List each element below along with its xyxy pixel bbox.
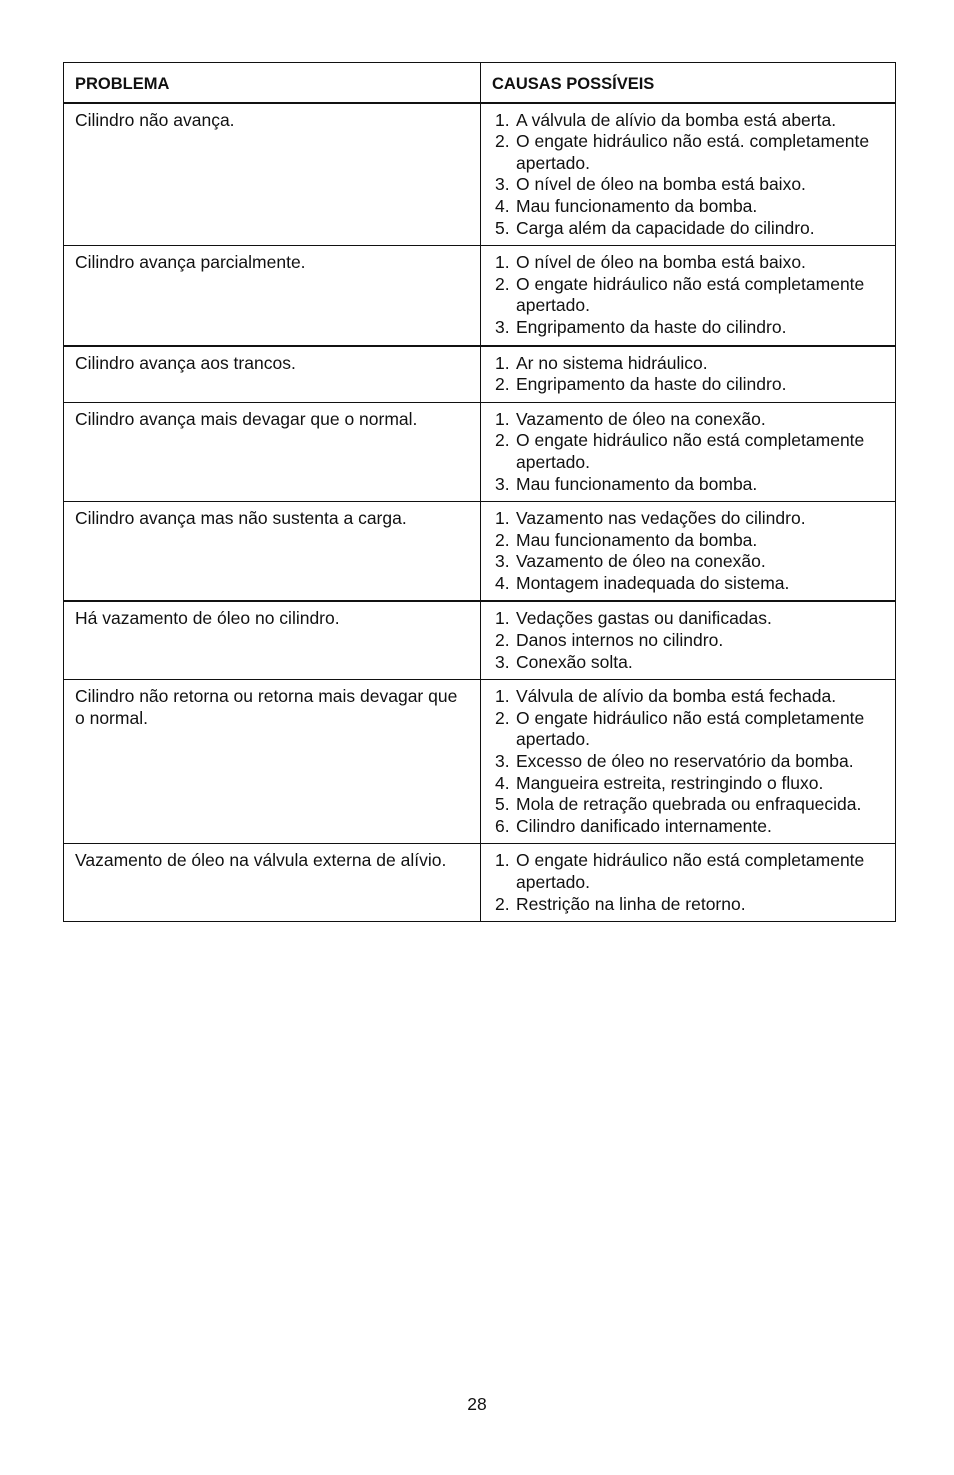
cause-number: 4. [495,572,510,593]
cause-text: Cilindro danificado internamente. [516,815,772,836]
cause-item [495,608,889,630]
cause-text: Danos internos no cilindro. [516,630,724,651]
cause-text: O engate hidráulico não está. completamente apertado. [516,131,870,173]
cause-item [495,409,889,431]
cause-item [495,317,889,339]
cause-item [495,218,889,240]
cause-item [495,474,889,496]
table-row [64,601,896,679]
cause-number: 1. [495,850,510,871]
cause-text: Mangueira estreita, restringindo o fluxo. [516,772,824,793]
cause-number: 2. [495,273,510,294]
cause-text: Excesso de óleo no reservatório da bomba. [516,751,854,772]
cause-list [495,850,889,915]
cause-text: O nível de óleo na bomba está baixo. [516,252,806,273]
cause-number: 4. [495,195,510,216]
cause-text: O engate hidráulico não está completamente apertado. [516,850,865,892]
cause-item [495,794,889,816]
cause-text: Mau funcionamento da bomba. [516,195,758,216]
table-row [64,346,896,403]
table-row [64,246,896,346]
cause-text: Mau funcionamento da bomba. [516,529,758,550]
cause-item [495,131,889,174]
cause-number: 5. [495,217,510,238]
cause-number: 1. [495,252,510,273]
cause-item [495,773,889,795]
cause-item [495,374,889,396]
cause-text: Vazamento de óleo na conexão. [516,551,766,572]
cause-text: Engripamento da haste do cilindro. [516,316,787,337]
cause-number: 3. [495,551,510,572]
header-problem: PROBLEMA [64,63,481,103]
cause-text: O nível de óleo na bomba está baixo. [516,174,806,195]
causes-cell [481,246,896,346]
table-row [64,844,896,922]
cause-list [495,110,889,240]
cause-number: 1. [495,352,510,373]
cause-text: Vedações gastas ou danificadas. [516,608,772,629]
cause-text: O engate hidráulico não está completamente apertado. [516,707,865,750]
table-row [64,502,896,602]
problem-cell: Cilindro não avança. [64,103,481,246]
cause-text: Vazamento nas vedações do cilindro. [516,508,806,529]
cause-item [495,551,889,573]
cause-number: 2. [495,630,510,651]
cause-list [495,252,889,338]
cause-text: O engate hidráulico não está completamente apertado. [516,273,865,316]
troubleshooting-table [63,62,896,922]
cause-number: 3. [495,473,510,494]
problem-cell: Vazamento de óleo na válvula externa de alívio. [64,844,481,922]
cause-list [495,686,889,837]
cause-text: Válvula de alívio da bomba está fechada. [516,686,837,707]
problem-cell: Cilindro avança aos trancos. [64,346,481,403]
cause-text: O engate hidráulico não está completamente apertado. [516,430,865,472]
cause-number: 3. [495,651,510,672]
cause-text: Montagem inadequada do sistema. [516,572,790,593]
problem-cell: Cilindro não retorna ou retorna mais devagar que o normal. [64,680,481,844]
cause-item [495,573,889,595]
causes-cell [481,844,896,922]
header-causes: CAUSAS POSSÍVEIS [481,63,896,103]
cause-number: 1. [495,408,510,429]
header-row [64,63,896,103]
cause-text: Carga além da capacidade do cilindro. [516,217,815,238]
causes-cell [481,103,896,246]
causes-cell [481,346,896,403]
problem-cell: Cilindro avança parcialmente. [64,246,481,346]
table-row [64,402,896,501]
cause-text: Mola de retração quebrada ou enfraquecida. [516,794,862,815]
page-number: 28 [467,1394,487,1414]
cause-item [495,652,889,674]
problem-cell: Cilindro avança mas não sustenta a carga. [64,502,481,602]
cause-text: Engripamento da haste do cilindro. [516,374,787,395]
cause-item [495,174,889,196]
cause-item [495,252,889,274]
problem-cell: Cilindro avança mais devagar que o normal. [64,402,481,501]
cause-number: 4. [495,772,510,793]
cause-item [495,508,889,530]
cause-item [495,686,889,708]
cause-item [495,530,889,552]
cause-number: 1. [495,608,510,629]
cause-item [495,353,889,375]
cause-item [495,196,889,218]
cause-item [495,894,889,916]
cause-number: 2. [495,893,510,914]
cause-text: Mau funcionamento da bomba. [516,473,758,494]
cause-number: 1. [495,109,510,130]
cause-list [495,608,889,673]
cause-number: 2. [495,430,510,451]
cause-list [495,508,889,594]
cause-text: A válvula de alívio da bomba está aberta. [516,109,837,130]
causes-cell [481,502,896,602]
cause-number: 2. [495,529,510,550]
causes-cell [481,402,896,501]
table-row [64,103,896,246]
cause-number: 1. [495,508,510,529]
cause-number: 2. [495,374,510,395]
cause-number: 3. [495,751,510,772]
cause-number: 3. [495,174,510,195]
problem-cell: Há vazamento de óleo no cilindro. [64,601,481,679]
cause-item [495,274,889,317]
cause-item [495,708,889,751]
table-header [64,63,896,103]
cause-item [495,751,889,773]
causes-cell [481,601,896,679]
cause-number: 2. [495,707,510,728]
cause-text: Ar no sistema hidráulico. [516,352,708,373]
cause-list [495,353,889,396]
cause-item [495,816,889,838]
cause-number: 1. [495,686,510,707]
cause-text: Restrição na linha de retorno. [516,893,746,914]
cause-list [495,409,889,495]
cause-item [495,630,889,652]
cause-number: 3. [495,316,510,337]
cause-item [495,430,889,473]
cause-text: Conexão solta. [516,651,633,672]
cause-number: 2. [495,131,510,152]
causes-cell [481,680,896,844]
table-row [64,680,896,844]
cause-text: Vazamento de óleo na conexão. [516,408,766,429]
cause-number: 6. [495,815,510,836]
cause-item [495,850,889,893]
cause-number: 5. [495,794,510,815]
cause-item [495,110,889,132]
table-body [64,103,896,922]
